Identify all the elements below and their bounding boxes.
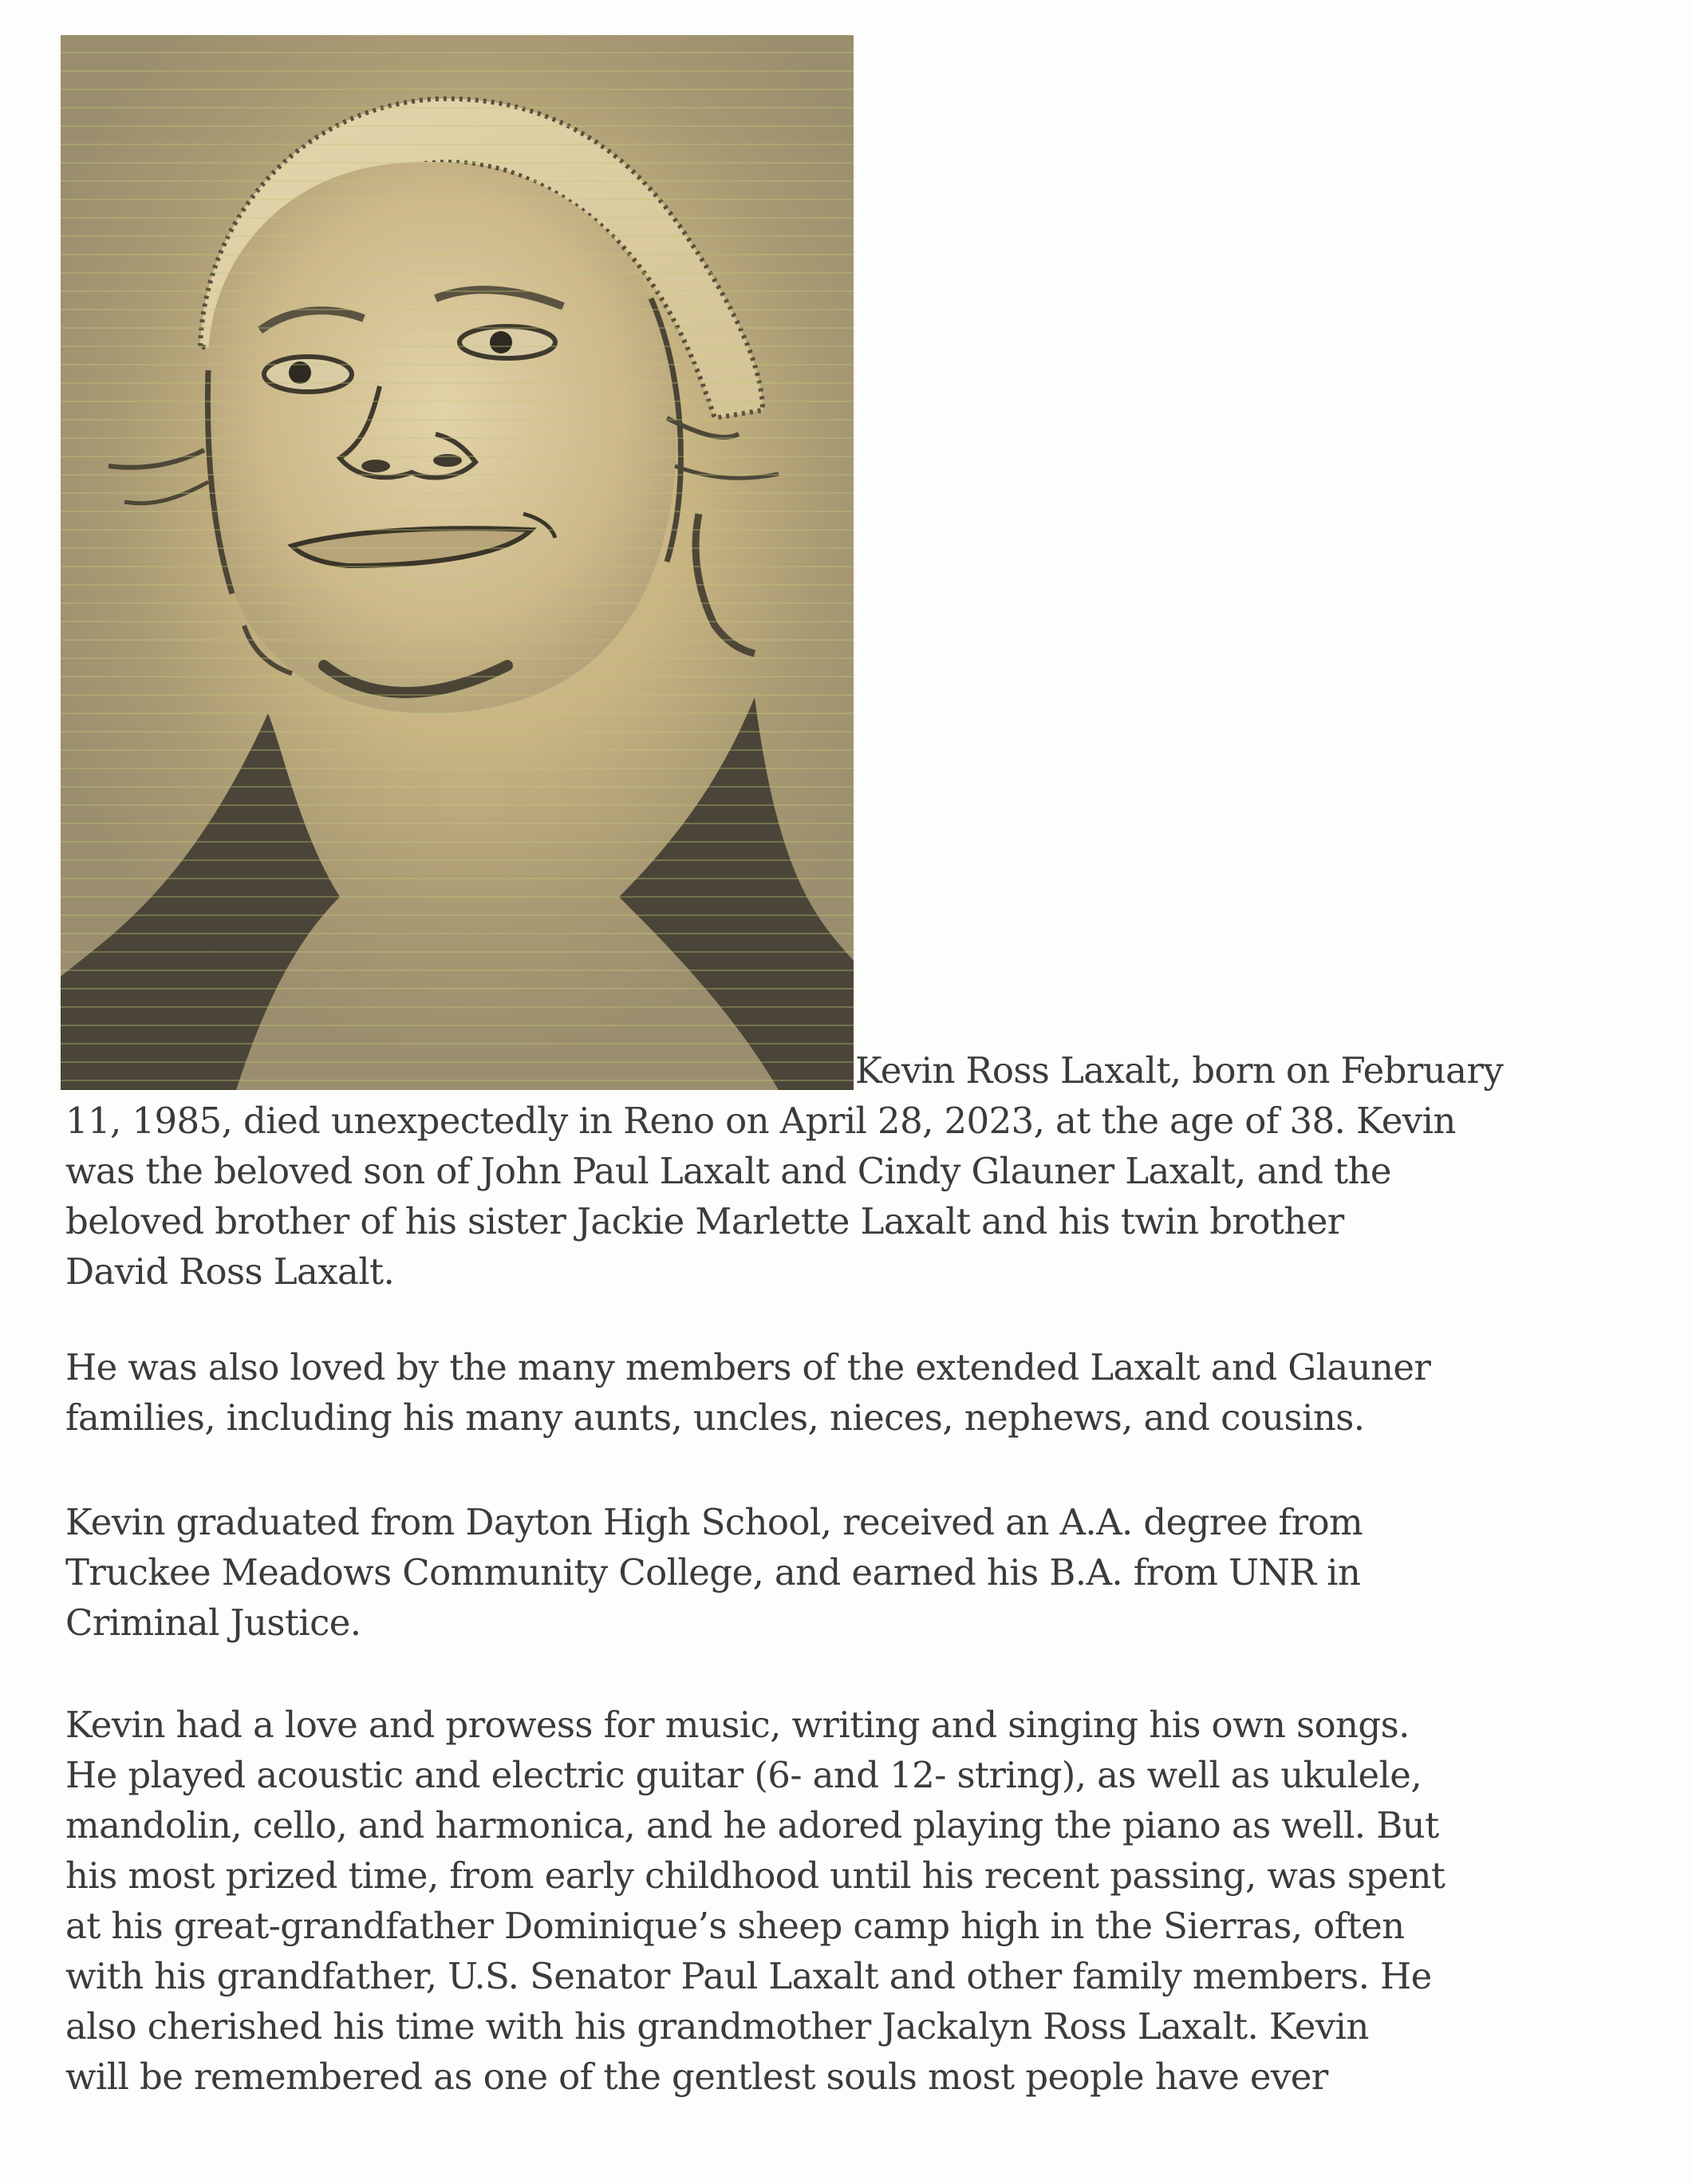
paragraph-family: [65, 1096, 1456, 1297]
text-line: Truckee Meadows Community College, and earned his B.A. from UNR in: [65, 1551, 1361, 1594]
text-line: also cherished his time with his grandmother Jackalyn Ross Laxalt. Kevin: [65, 2005, 1369, 2048]
text-line: will be remembered as one of the gentlest souls most people have ever: [65, 2056, 1328, 2098]
text-line: his most prized time, from early childhood until his recent passing, was spent: [65, 1854, 1445, 1897]
text-line: Kevin had a love and prowess for music, writing and singing his own songs.: [65, 1704, 1410, 1746]
text-line: Criminal Justice.: [65, 1601, 361, 1644]
text-line: 11, 1985, died unexpectedly in Reno on April 28, 2023, at the age of 38. Kevin: [65, 1100, 1456, 1142]
text-line: at his great-grandfather Dominique’s sheep camp high in the Sierras, often: [65, 1905, 1405, 1947]
text-line: with his grandfather, U.S. Senator Paul Laxalt and other family members. He: [65, 1955, 1432, 1997]
text-line: mandolin, cello, and harmonica, and he adored playing the piano as well. But: [65, 1804, 1439, 1846]
obituary-lead-line: Kevin Ross Laxalt, born on February: [855, 1049, 1504, 1092]
text-line: He was also loved by the many members of the extended Laxalt and Glauner: [65, 1346, 1431, 1388]
paragraph-music-and-family: [65, 1700, 1445, 2102]
paragraph-extended-family: [65, 1342, 1430, 1443]
portrait-image: [61, 35, 854, 1090]
text-line: families, including his many aunts, uncles, nieces, nephews, and cousins.: [65, 1396, 1365, 1439]
paragraph-education: [65, 1497, 1363, 1648]
scan-lines: [61, 35, 854, 1090]
text-line: beloved brother of his sister Jackie Marlette Laxalt and his twin brother: [65, 1200, 1344, 1242]
text-line: He played acoustic and electric guitar (6- and 12- string), as well as ukulele,: [65, 1754, 1422, 1796]
text-line: Kevin graduated from Dayton High School, received an A.A. degree from: [65, 1501, 1363, 1543]
text-line: was the beloved son of John Paul Laxalt and Cindy Glauner Laxalt, and the: [65, 1150, 1391, 1192]
text-line: David Ross Laxalt.: [65, 1250, 395, 1293]
